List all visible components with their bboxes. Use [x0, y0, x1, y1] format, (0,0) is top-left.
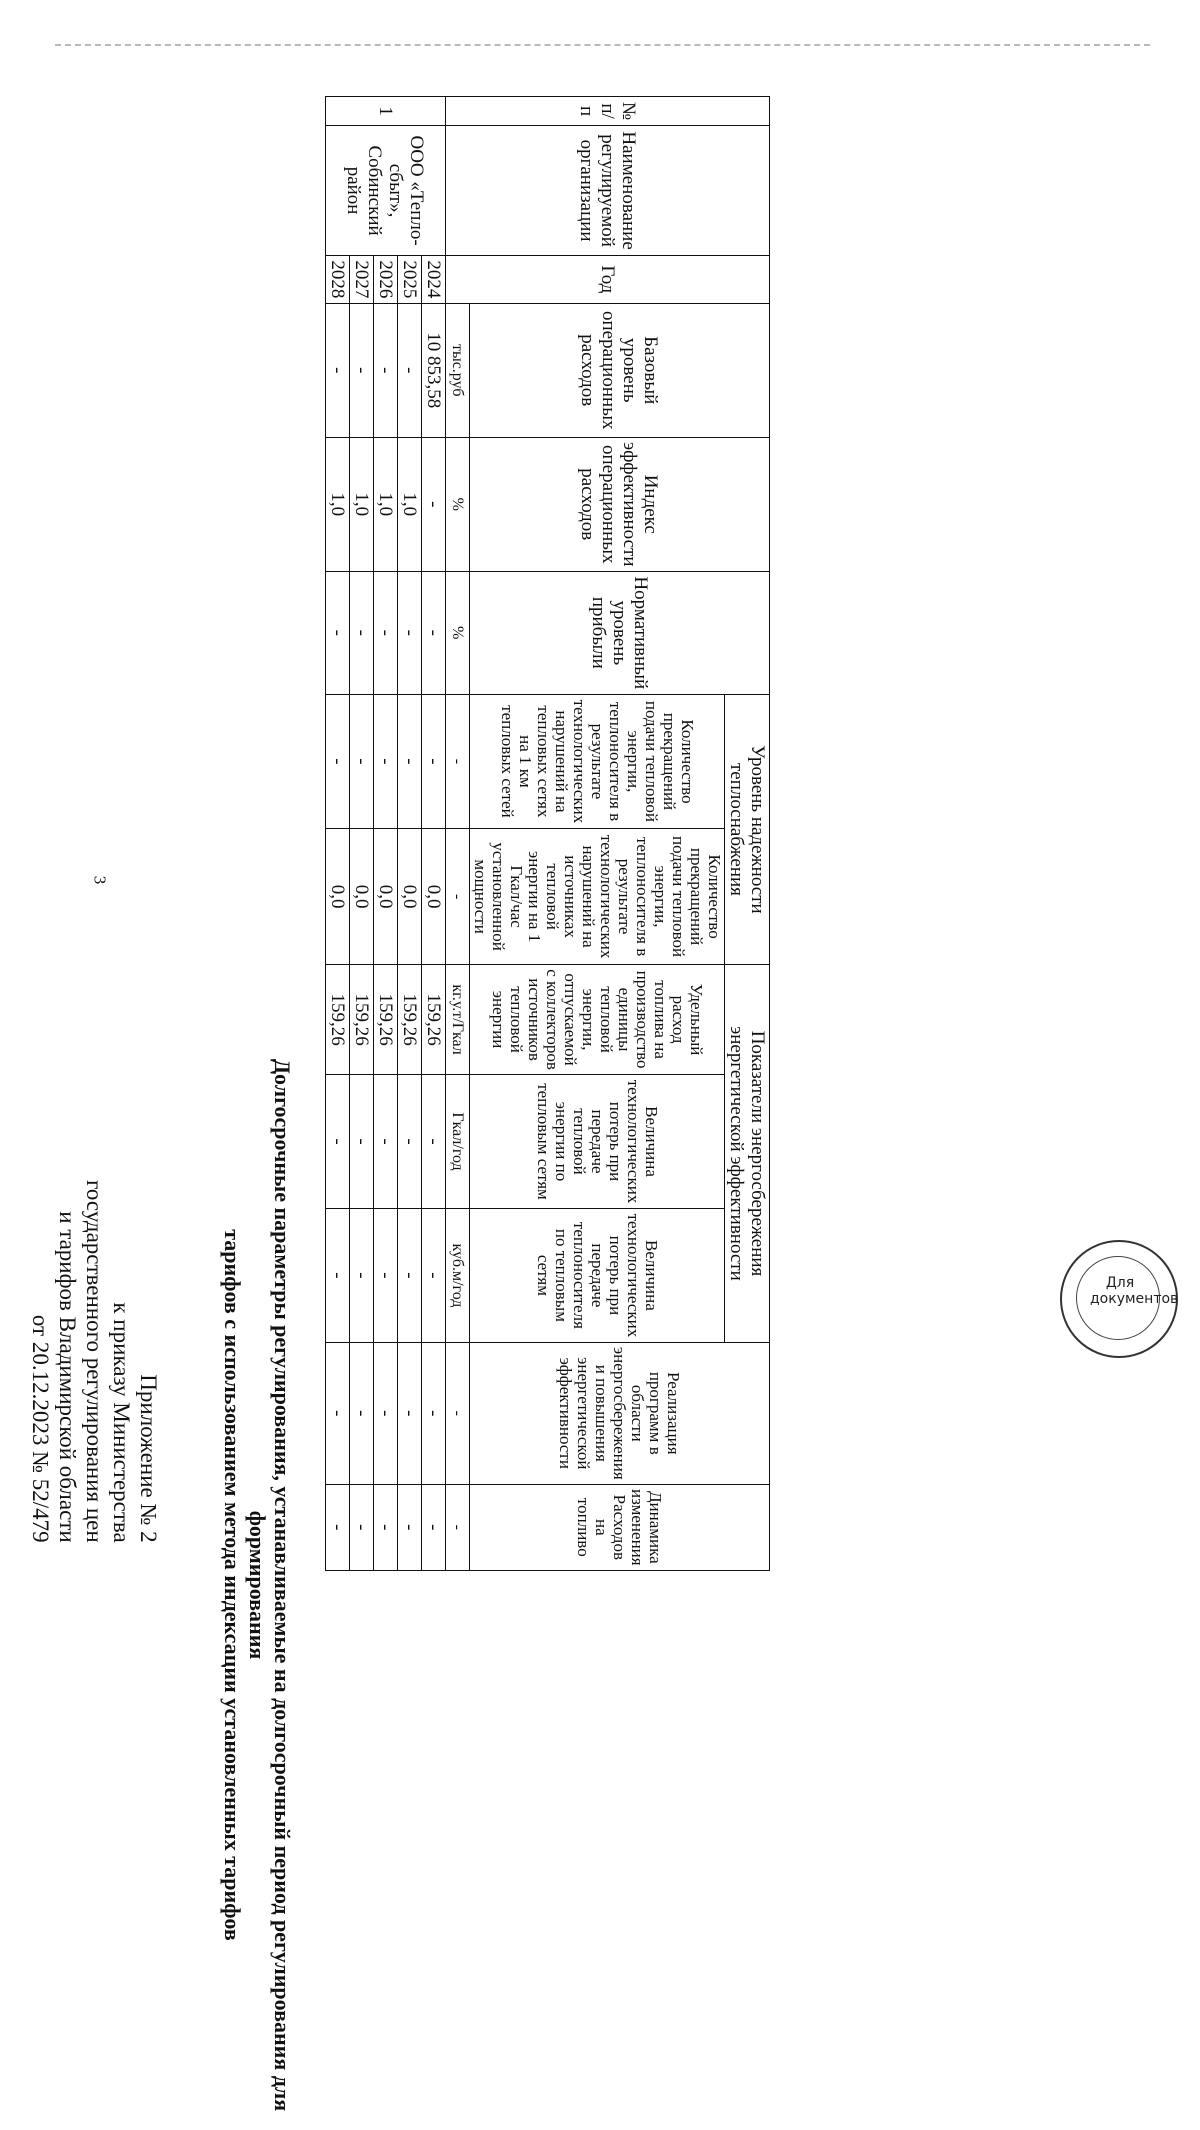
table-row — [326, 97, 350, 1571]
header-programs: Реализация программ в области энергосбережения и повышения энергетической эффективности — [470, 1342, 770, 1484]
header-rel1: Количество прекращений подачи тепловой энергии, теплоносителя в результате технологических нарушений на тепловых сетях на 1 км тепловых сетей — [470, 694, 725, 828]
unit-fuel: - — [446, 1484, 470, 1570]
header-no: № п/п — [446, 97, 770, 126]
appendix-block — [27, 1180, 162, 1543]
table-row — [422, 97, 446, 1571]
cell-fuel: - — [374, 1484, 398, 1570]
page-number: 3 — [90, 875, 110, 885]
header-base: Базовый уровень операционных расходов — [470, 303, 770, 437]
unit-base: тыс.руб — [446, 303, 470, 437]
cell-en3: - — [374, 1208, 398, 1342]
cell-rel2: 0,0 — [398, 829, 422, 965]
unit-en2: Гкал/год — [446, 1075, 470, 1209]
cell-fuel: - — [350, 1484, 374, 1570]
header-row-1 — [725, 97, 770, 1571]
cell-year: 2024 — [422, 256, 446, 304]
cell-rel1: - — [350, 694, 374, 828]
cell-en2: - — [374, 1075, 398, 1209]
header-rel2: Количество прекращений подачи тепловой энергии, теплоносителя в результате технологических нарушений на источниках тепловой энергии на 1 Гкал/час установленной мощности — [470, 829, 725, 965]
header-profit: Нормативный уровень прибыли — [470, 571, 770, 694]
cell-en3: - — [326, 1208, 350, 1342]
unit-en1: кг.у.т/Гкал — [446, 965, 470, 1075]
title-line: Долгосрочные параметры регулирования, устанавливаемые на долгосрочный период регулирования для формирования — [245, 1058, 295, 2112]
unit-rel2: - — [446, 829, 470, 965]
header-energy: Показатели энергосбережения энергетической эффективности — [725, 965, 770, 1343]
cell-fuel: - — [398, 1484, 422, 1570]
unit-rel1: - — [446, 694, 470, 828]
header-en2: Величина технологических потерь при передаче тепловой энергии по тепловым сетям — [470, 1075, 725, 1209]
cell-base: 10 853,58 — [422, 303, 446, 437]
header-year: Год — [446, 256, 770, 304]
table-row — [350, 97, 374, 1571]
header-reliability: Уровень надежности теплоснабжения — [725, 694, 770, 964]
unit-eff: % — [446, 437, 470, 571]
cell-en2: - — [398, 1075, 422, 1209]
header-eff: Индекс эффективности операционных расходов — [470, 437, 770, 571]
appendix-line: и тарифов Владимирской области — [55, 1211, 80, 1543]
org-name: ООО «Тепло-сбыт», Собинский район — [326, 126, 446, 256]
cell-en3: - — [350, 1208, 374, 1342]
cell-base: - — [374, 303, 398, 437]
cell-profit: - — [374, 571, 398, 694]
cell-rel2: 0,0 — [326, 829, 350, 965]
cell-profit: - — [422, 571, 446, 694]
header-en3: Величина технологических потерь при передаче теплоносителя по тепловым сетям — [470, 1208, 725, 1342]
cell-year: 2027 — [350, 256, 374, 304]
appendix-line: к приказу Министерства — [109, 1302, 134, 1543]
cell-en1: 159,26 — [374, 965, 398, 1075]
cell-rel1: - — [374, 694, 398, 828]
appendix-line: государственного регулирования цен — [82, 1180, 107, 1543]
cell-programs: - — [350, 1342, 374, 1484]
header-en1: Удельный расход топлива на производство единицы тепловой энергии, отпускаемой с коллекторов источников тепловой энергии — [470, 965, 725, 1075]
unit-programs: - — [446, 1342, 470, 1484]
official-stamp — [1060, 1240, 1178, 1358]
cell-rel2: 0,0 — [422, 829, 446, 965]
cell-fuel: - — [422, 1484, 446, 1570]
cell-rel1: - — [422, 694, 446, 828]
cell-base: - — [350, 303, 374, 437]
cell-rel1: - — [326, 694, 350, 828]
org-number: 1 — [326, 97, 446, 126]
cell-en1: 159,26 — [398, 965, 422, 1075]
document-title — [220, 1040, 295, 2130]
cell-eff: 1,0 — [326, 437, 350, 571]
header-org: Наименование регулируемой организации — [446, 126, 770, 256]
parameters-table — [325, 96, 770, 1571]
cell-base: - — [398, 303, 422, 437]
appendix-line: от 20.12.2023 № 52/479 — [28, 1314, 53, 1543]
cell-profit: - — [398, 571, 422, 694]
cell-en3: - — [422, 1208, 446, 1342]
cell-programs: - — [422, 1342, 446, 1484]
cell-en1: 159,26 — [350, 965, 374, 1075]
cell-en2: - — [350, 1075, 374, 1209]
cell-profit: - — [326, 571, 350, 694]
cell-year: 2026 — [374, 256, 398, 304]
header-fuel: Динамика изменения Расходов на топливо — [470, 1484, 770, 1570]
unit-profit: % — [446, 571, 470, 694]
cell-rel2: 0,0 — [350, 829, 374, 965]
cell-year: 2025 — [398, 256, 422, 304]
unit-en3: куб.м/год — [446, 1208, 470, 1342]
cell-rel1: - — [398, 694, 422, 828]
cell-base: - — [326, 303, 350, 437]
appendix-line: Приложение № 2 — [136, 1374, 161, 1543]
cell-rel2: 0,0 — [374, 829, 398, 965]
cell-en3: - — [398, 1208, 422, 1342]
cell-year: 2028 — [326, 256, 350, 304]
cell-eff: 1,0 — [350, 437, 374, 571]
cell-en2: - — [326, 1075, 350, 1209]
cell-programs: - — [374, 1342, 398, 1484]
table-row — [374, 97, 398, 1571]
cell-en1: 159,26 — [326, 965, 350, 1075]
cell-en2: - — [422, 1075, 446, 1209]
cell-eff: - — [422, 437, 446, 571]
rotated-page — [28, 0, 1179, 2112]
cell-programs: - — [326, 1342, 350, 1484]
title-line: тарифов с использованием метода индексации установленных тарифов — [220, 1229, 245, 1941]
cell-profit: - — [350, 571, 374, 694]
cell-eff: 1,0 — [374, 437, 398, 571]
stamp-center-text: Для документов — [1090, 1275, 1179, 1307]
cell-fuel: - — [326, 1484, 350, 1570]
cell-en1: 159,26 — [422, 965, 446, 1075]
cell-eff: 1,0 — [398, 437, 422, 571]
cell-programs: - — [398, 1342, 422, 1484]
table-row — [398, 97, 422, 1571]
units-row — [446, 97, 470, 1571]
